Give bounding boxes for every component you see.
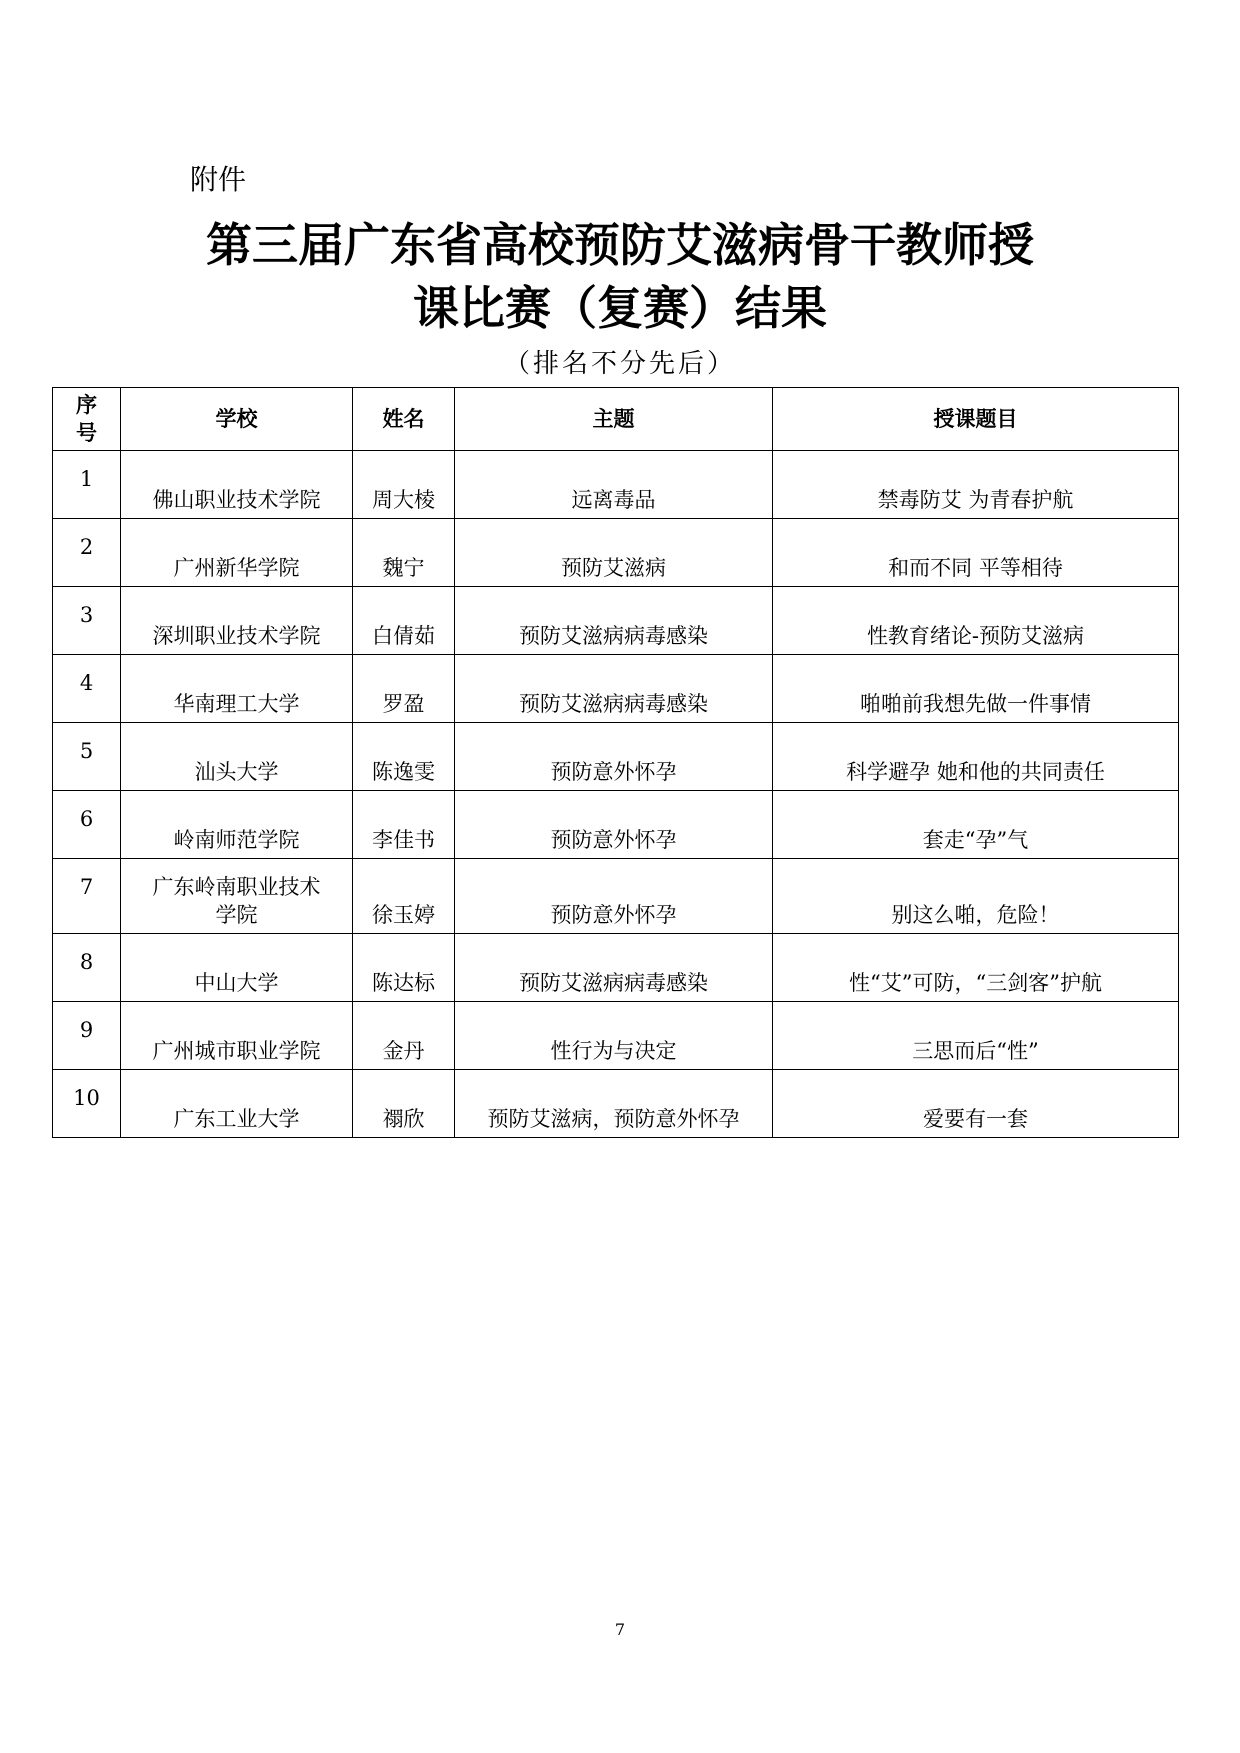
cell-name: 陈逸雯: [353, 723, 455, 791]
cell-theme: 预防艾滋病: [455, 519, 773, 587]
cell-theme: 预防艾滋病病毒感染: [455, 655, 773, 723]
cell-lesson-title: 爱要有一套: [773, 1070, 1179, 1138]
cell-name: 徐玉婷: [353, 859, 455, 934]
cell-school: 汕头大学: [121, 723, 353, 791]
table-row: [53, 519, 1179, 587]
table-row: [53, 451, 1179, 519]
cell-index: 1: [53, 451, 121, 519]
document-subtitle: （排名不分先后）: [503, 349, 736, 379]
cell-name: 金丹: [353, 1002, 455, 1070]
document-title-line2: 课比赛（复赛）结果: [413, 281, 827, 335]
cell-index: 2: [53, 519, 121, 587]
cell-theme: 预防艾滋病病毒感染: [455, 587, 773, 655]
cell-theme: 远离毒品: [455, 451, 773, 519]
table-row: [53, 791, 1179, 859]
cell-index: 9: [53, 1002, 121, 1070]
table-header-row: [53, 388, 1179, 451]
cell-name: 李佳书: [353, 791, 455, 859]
cell-index: 5: [53, 723, 121, 791]
cell-lesson-title: 和而不同 平等相待: [773, 519, 1179, 587]
table-row: [53, 1002, 1179, 1070]
cell-lesson-title: 别这么啪，危险！: [773, 859, 1179, 934]
cell-school: 佛山职业技术学院: [121, 451, 353, 519]
cell-name: 白倩茹: [353, 587, 455, 655]
cell-school: [121, 859, 353, 934]
cell-school: 中山大学: [121, 934, 353, 1002]
cell-lesson-title: 禁毒防艾 为青春护航: [773, 451, 1179, 519]
cell-school: 广州城市职业学院: [121, 1002, 353, 1070]
header-index-line1: 序: [76, 393, 97, 417]
cell-index: 7: [53, 859, 121, 934]
cell-index: 6: [53, 791, 121, 859]
cell-theme: 预防艾滋病，预防意外怀孕: [455, 1070, 773, 1138]
cell-lesson-title: 套走“孕”气: [773, 791, 1179, 859]
cell-index: 10: [53, 1070, 121, 1138]
cell-school: 广州新华学院: [121, 519, 353, 587]
page-number: 7: [614, 1620, 626, 1639]
cell-index: 8: [53, 934, 121, 1002]
cell-theme: 性行为与决定: [455, 1002, 773, 1070]
cell-name: 魏宁: [353, 519, 455, 587]
cell-lesson-title: 科学避孕 她和他的共同责任: [773, 723, 1179, 791]
table-row: [53, 934, 1179, 1002]
table-row: [53, 859, 1179, 934]
cell-name: 罗盈: [353, 655, 455, 723]
cell-index: 3: [53, 587, 121, 655]
header-index-line2: 号: [76, 421, 97, 445]
cell-name: 陈达标: [353, 934, 455, 1002]
table-row: [53, 1070, 1179, 1138]
cell-lesson-title: 啪啪前我想先做一件事情: [773, 655, 1179, 723]
cell-school-line1: 广东岭南职业技术: [152, 875, 321, 899]
cell-theme: 预防意外怀孕: [455, 859, 773, 934]
cell-theme: 预防意外怀孕: [455, 791, 773, 859]
cell-name: 禤欣: [353, 1070, 455, 1138]
document-title-line1: 第三届广东省高校预防艾滋病骨干教师授: [206, 218, 1034, 272]
header-lesson-title: 授课题目: [773, 388, 1179, 451]
cell-name: 周大棱: [353, 451, 455, 519]
cell-school: 深圳职业技术学院: [121, 587, 353, 655]
table-row: [53, 655, 1179, 723]
header-school: 学校: [121, 388, 353, 451]
header-theme: 主题: [455, 388, 773, 451]
cell-theme: 预防艾滋病病毒感染: [455, 934, 773, 1002]
cell-lesson-title: 三思而后“性”: [773, 1002, 1179, 1070]
cell-theme: 预防意外怀孕: [455, 723, 773, 791]
table-row: [53, 587, 1179, 655]
table-row: [53, 723, 1179, 791]
cell-index: 4: [53, 655, 121, 723]
cell-school-line2: 学院: [215, 903, 258, 927]
results-table: [52, 387, 1179, 1138]
cell-lesson-title: 性“艾”可防，“三剑客”护航: [773, 934, 1179, 1002]
cell-school: 华南理工大学: [121, 655, 353, 723]
cell-school: 广东工业大学: [121, 1070, 353, 1138]
cell-lesson-title: 性教育绪论-预防艾滋病: [773, 587, 1179, 655]
attachment-label: 附件: [190, 163, 247, 196]
header-index: [53, 388, 121, 451]
cell-school: 岭南师范学院: [121, 791, 353, 859]
header-name: 姓名: [353, 388, 455, 451]
